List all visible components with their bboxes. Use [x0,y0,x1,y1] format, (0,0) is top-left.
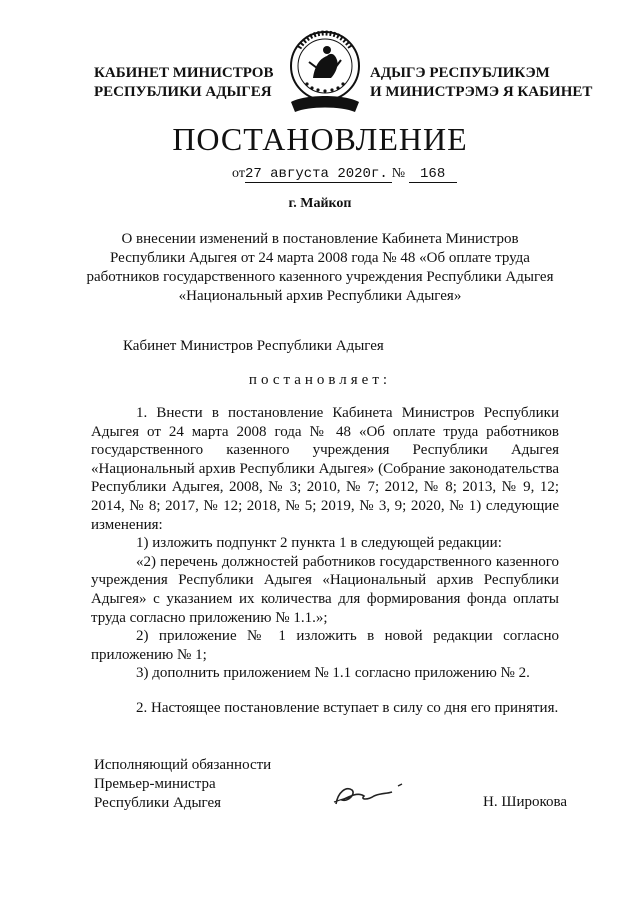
header-right-line-1: АДЫГЭ РЕСПУБЛИКЭМ [370,65,550,81]
document-number: 168 [420,166,446,182]
signer-position-line: Исполняющий обязанности [94,757,272,773]
handwritten-signature [330,778,420,812]
signer-position-line: Премьер-министра [94,776,216,792]
city-line: г. Майкоп [288,196,352,211]
paragraph-1-3: 3) дополнить приложением № 1.1 согласно приложению № 2. [136,665,530,682]
signer-position-line: Республики Адыгея [94,795,222,811]
coat-of-arms-emblem [285,22,365,122]
resolves-heading: постановляет: [248,372,392,388]
document-title: ПОСТАНОВЛЕНИЕ [172,121,468,157]
signature-icon [330,778,420,812]
subject-line: Республики Адыгея от 24 марта 2008 года № 48 «Об оплате труда [110,250,530,266]
header-left-line-1: КАБИНЕТ МИНИСТРОВ [94,65,274,81]
header-right [370,64,593,102]
signature-block [94,756,271,813]
header-right-line-2: И МИНИСТРЭМЭ Я КАБИНЕТ [370,84,593,100]
paragraph-1-2: 2) приложение № 1 изложить в новой редакции согласно приложению № 1; [91,628,559,663]
date-number-line [232,166,457,183]
document-body [91,404,559,718]
document-subject [80,230,560,306]
subject-line: О внесении изменений в постановление Кабинета Министров [121,231,519,247]
emblem-icon [285,22,365,122]
subject-line: «Национальный архив Республики Адыгея» [178,288,462,304]
issuing-body: Кабинет Министров Республики Адыгея [123,338,384,354]
signer-name: Н. Широкова [483,794,568,810]
paragraph-1: 1. Внести в постановление Кабинета Министров Республики Адыгея от 24 марта 2008 года № 48 «Об оплате труда работников государственного казенного учреждения Республики Адыгея «Национальный архив Республики Адыгея» (Собрание законодательства Республики Адыгея, 2008, № 3; 2010, № 7; 2012, № 8; 2013, № 9, 12; 2014, № 8; 2017, № 12; 2018, № 5; 2019, № 3, 9; 2020, № 1) следующие изменения: [91,405,559,533]
date-prefix: от [232,166,245,181]
paragraph-2: 2. Настоящее постановление вступает в силу со дня его принятия. [136,699,559,716]
paragraph-quoted: «2) перечень должностей работников государственного казенного учреждения Республики Адыгея «Национальный архив Республики Адыгея» с указанием их количества для формирования фонда оплаты труда согласно приложению № 1.1.»; [91,553,559,626]
document-date: 27 августа 2020г. [244,166,388,182]
number-label: № [391,166,406,181]
header-left [94,64,284,102]
paragraph-1-1: 1) изложить подпункт 2 пункта 1 в следующей редакции: [136,535,502,552]
subject-line: работников государственного казенного учреждения Республики Адыгея [86,269,554,285]
header-left-line-2: РЕСПУБЛИКИ АДЫГЕЯ [94,84,272,100]
